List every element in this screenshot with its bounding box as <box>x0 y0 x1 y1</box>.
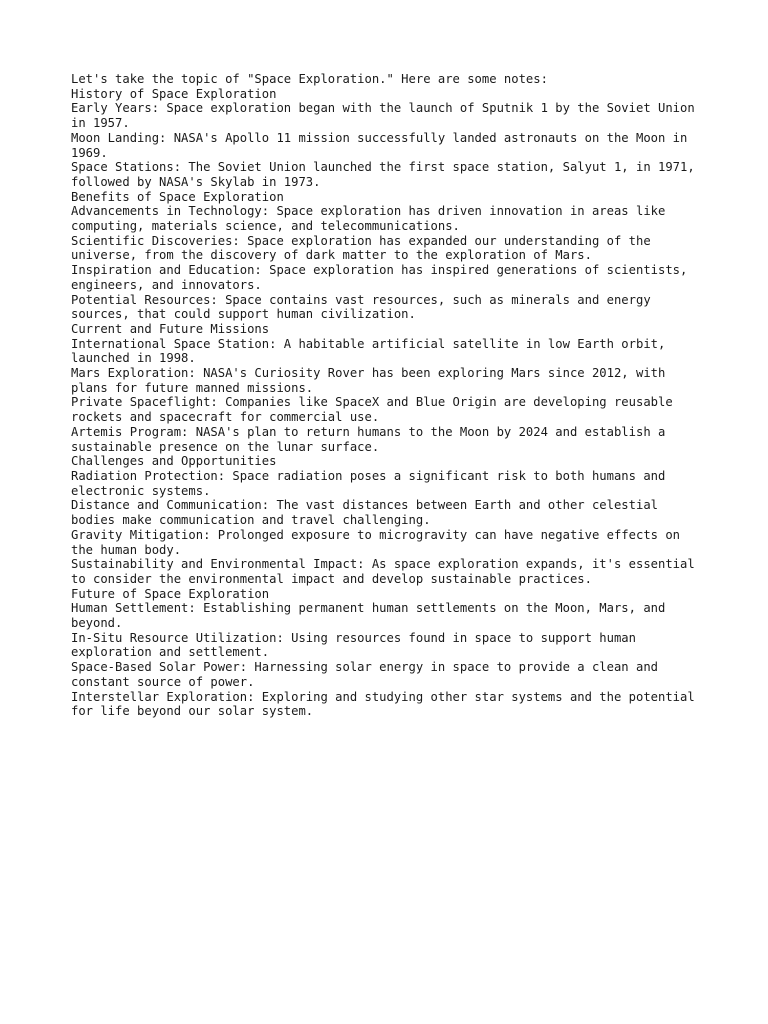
note-item: Radiation Protection: Space radiation poses a significant risk to both humans and electronic systems. <box>71 468 673 498</box>
note-item: Gravity Mitigation: Prolonged exposure to microgravity can have negative effects on the human body. <box>71 527 688 557</box>
note-item: Human Settlement: Establishing permanent human settlements on the Moon, Mars, and beyond. <box>71 601 673 631</box>
section-missions <box>71 322 704 454</box>
note-item: Moon Landing: NASA's Apollo 11 mission successfully landed astronauts on the Moon in 1969. <box>71 130 695 160</box>
section-heading: Current and Future Missions <box>71 321 270 336</box>
note-item: Advancements in Technology: Space exploration has driven innovation in areas like computing, materials science, and telecommunications. <box>71 204 673 234</box>
section-benefits <box>71 190 704 322</box>
note-item: Interstellar Exploration: Exploring and studying other star systems and the potential for life beyond our solar system. <box>71 689 703 719</box>
note-item: Artemis Program: NASA's plan to return humans to the Moon by 2024 and establish a sustainable presence on the lunar surface. <box>71 424 673 454</box>
section-heading: Benefits of Space Exploration <box>71 189 284 204</box>
note-item: In-Situ Resource Utilization: Using resources found in space to support human exploration and settlement. <box>71 630 644 660</box>
section-heading: Future of Space Exploration <box>71 586 270 601</box>
section-heading: Challenges and Opportunities <box>71 454 277 469</box>
note-item: Space Stations: The Soviet Union launched the first space station, Salyut 1, in 1971, followed by NASA's Skylab in 1973. <box>71 160 703 189</box>
note-item: International Space Station: A habitable artificial satellite in low Earth orbit, launched in 1998. <box>71 336 673 366</box>
note-item: Inspiration and Education: Space exploration has inspired generations of scientists, engineers, and innovators. <box>71 263 695 292</box>
note-item: Mars Exploration: NASA's Curiosity Rover has been exploring Mars since 2012, with plans for future manned missions. <box>71 366 673 395</box>
intro-text: Let's take the topic of "Space Exploration." Here are some notes: <box>71 72 548 86</box>
section-history <box>71 87 704 190</box>
note-item: Private Spaceflight: Companies like SpaceX and Blue Origin are developing reusable rockets and spacecraft for commercial use. <box>71 395 681 425</box>
section-challenges <box>71 454 704 586</box>
note-item: Space-Based Solar Power: Harnessing solar energy in space to provide a clean and constant source of power. <box>71 660 666 689</box>
note-item: Early Years: Space exploration began with the launch of Sputnik 1 by the Soviet Union in 1957. <box>71 101 703 131</box>
section-future <box>71 587 704 719</box>
note-item: Scientific Discoveries: Space exploration has expanded our understanding of the universe, from the discovery of dark matter to the exploration of Mars. <box>71 233 659 263</box>
section-heading: History of Space Exploration <box>71 86 277 101</box>
note-item: Potential Resources: Space contains vast resources, such as minerals and energy sources, that could support human civilization. <box>71 292 659 322</box>
note-item: Distance and Communication: The vast distances between Earth and other celestial bodies make communication and travel challenging. <box>71 498 666 528</box>
note-item: Sustainability and Environmental Impact: As space exploration expands, it's essential to consider the environmental impact and develop sustainable practices. <box>71 557 703 586</box>
